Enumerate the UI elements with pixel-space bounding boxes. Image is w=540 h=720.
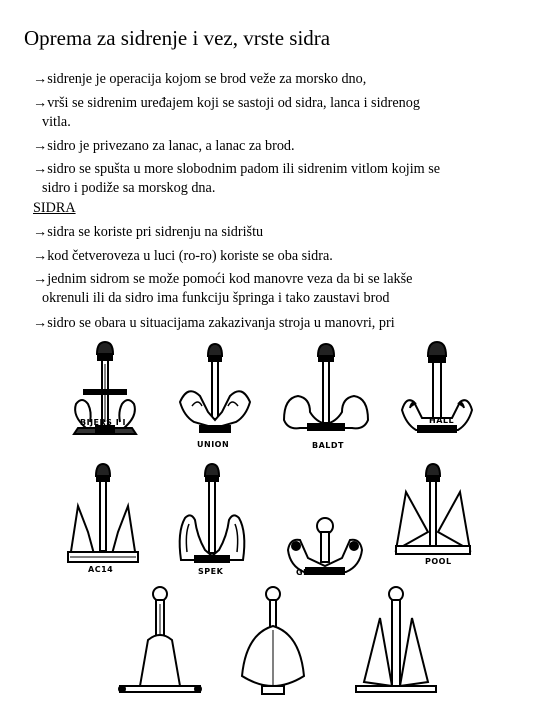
bullet-text: →sidro se obara u situacijama zakazivanja stroja u manovri, pri — [33, 315, 395, 331]
bullet-text: →sidra se koriste pri sidrenju na sidrištu — [33, 224, 264, 240]
anchor-bijers-illustration — [60, 338, 150, 448]
bullet-text: →sidro se spušta u more slobodnim padom ili sidrenim vitlom kojim se — [33, 161, 441, 177]
bullet-text: →jednim sidrom se može pomoći kod manovre veza da bi se lakše — [33, 271, 413, 287]
anchor-union-illustration — [170, 340, 260, 450]
bullet-item — [33, 94, 420, 132]
bullet-item — [33, 314, 395, 333]
bullet-item — [33, 247, 333, 266]
bullet-item — [33, 270, 412, 308]
anchor-spek-illustration — [167, 462, 257, 582]
anchor-label-bijers: BIJERS I I — [80, 418, 126, 427]
bullet-continuation: okrenuli ili da sidro ima funkciju špringa i tako zaustavi brod — [42, 290, 390, 306]
page-title: Oprema za sidrenje i vez, vrste sidra — [24, 26, 331, 50]
bullet-continuation: sidro i podiže sa morskog dna. — [42, 180, 216, 196]
anchor-label-hall: HALL — [429, 416, 455, 425]
anchor-stockless-1-illustration — [112, 582, 212, 707]
anchor-label-spek: SPEK — [198, 567, 224, 576]
anchor-hall-illustration — [392, 338, 482, 448]
bullet-text: →sidrenje je operacija kojom se brod veže za morsko dno, — [33, 71, 367, 87]
bullet-item — [33, 137, 295, 156]
anchor-label-pool: POOL — [425, 557, 452, 566]
anchor-label-union: UNION — [197, 440, 230, 449]
anchor-gruson-illustration — [280, 510, 370, 580]
anchor-label-ac14: AC14 — [88, 565, 114, 574]
anchor-pool-illustration — [388, 462, 478, 582]
bullet-item — [33, 223, 263, 242]
bullet-item — [33, 70, 366, 89]
bullet-text: →vrši se sidrenim uređajem koji se sastoji od sidra, lanca i sidrenog — [33, 95, 420, 111]
anchor-stockless-2-illustration — [346, 582, 446, 707]
bullet-item — [33, 160, 440, 198]
bullet-text: →kod četveroveza u luci (ro-ro) koriste se oba sidra. — [33, 248, 333, 264]
bullet-text: →sidro je privezano za lanac, a lanac za brod. — [33, 138, 295, 154]
section-heading: SIDRA — [33, 200, 76, 216]
anchor-danforth-illustration — [228, 582, 318, 707]
anchor-baldt-illustration — [276, 338, 376, 448]
anchor-label-baldt: BALDT — [312, 441, 344, 450]
anchor-label-gruson: GRUSON — [296, 568, 338, 577]
anchor-ac14-illustration — [58, 462, 148, 582]
bullet-continuation: vitla. — [42, 114, 71, 130]
